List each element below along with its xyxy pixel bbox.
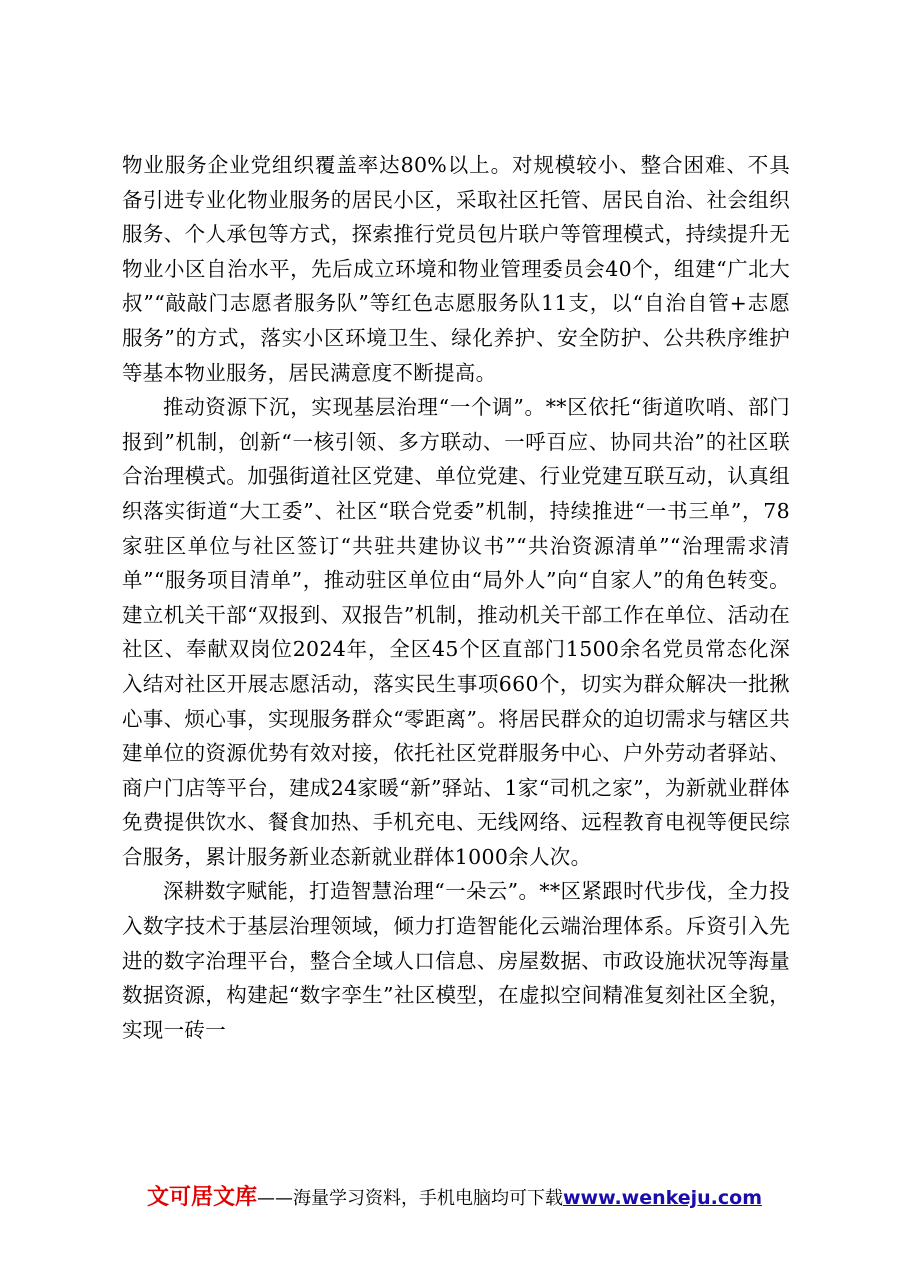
footer-slogan: ——海量学习资料，手机电脑均可下载 <box>257 1188 563 1209</box>
paragraph-1: 物业服务企业党组织覆盖率达80%以上。对规模较小、整合困难、不具备引进专业化物业服务的居民小区，采取社区托管、居民自治、社会组织服务、个人承包等方式，探索推行党员包片联户等管理模式，持续提升无物业小区自治水平，先后成立环境和物业管理委员会40个，组建“广北大叔”“敲敲门志愿者服务队”等红色志愿服务队11支，以“自治自管+志愿服务”的方式，落实小区环境卫生、绿化养护、安全防护、公共秩序维护等基本物业服务，居民满意度不断提高。 <box>122 153 790 385</box>
footer-brand: 文可居文库 <box>146 1185 257 1210</box>
paragraph-2: 推动资源下沉，实现基层治理“一个调”。**区依托“街道吹哨、部门报到”机制，创新“一核引领、多方联动、一呼百应、协同共治”的社区联合治理模式。加强街道社区党建、单位党建、行业党建互联互动，认真组织落实街道“大工委”、社区“联合党委”机制，持续推进“一书三单”，78家驻区单位与社区签订“共驻共建协议书”“共治资源清单”“治理需求清单”“服务项目清单”，推动驻区单位由“局外人”向“自家人”的角色转变。建立机关干部“双报到、双报告”机制，推动机关干部工作在单位、活动在社区、奉献双岗位2024年，全区45个区直部门1500余名党员常态化深入结对社区开展志愿活动，落实民生事项660个，切实为群众解决一批揪心事、烦心事，实现服务群众“零距离”。将居民群众的迫切需求与辖区共建单位的资源优势有效对接，依托社区党群服务中心、户外劳动者驿站、商户门店等平台，建成24家暖“新”驿站、1家“司机之家”，为新就业群体免费提供饮水、餐食加热、手机充电、无线网络、远程教育电视等便民综合服务，累计服务新业态新就业群体1000余人次。 <box>122 395 790 869</box>
footer-banner <box>0 1180 909 1211</box>
footer-url-link[interactable]: www.wenkeju.com <box>563 1187 763 1209</box>
document-body <box>122 148 790 1047</box>
paragraph-3: 深耕数字赋能，打造智慧治理“一朵云”。**区紧跟时代步伐，全力投入数字技术于基层治理领域，倾力打造智能化云端治理体系。斥资引入先进的数字治理平台，整合全域人口信息、房屋数据、市政设施状况等海量数据资源，构建起“数字孪生”社区模型，在虚拟空间精准复刻社区全貌，实现一砖一 <box>122 879 790 1042</box>
